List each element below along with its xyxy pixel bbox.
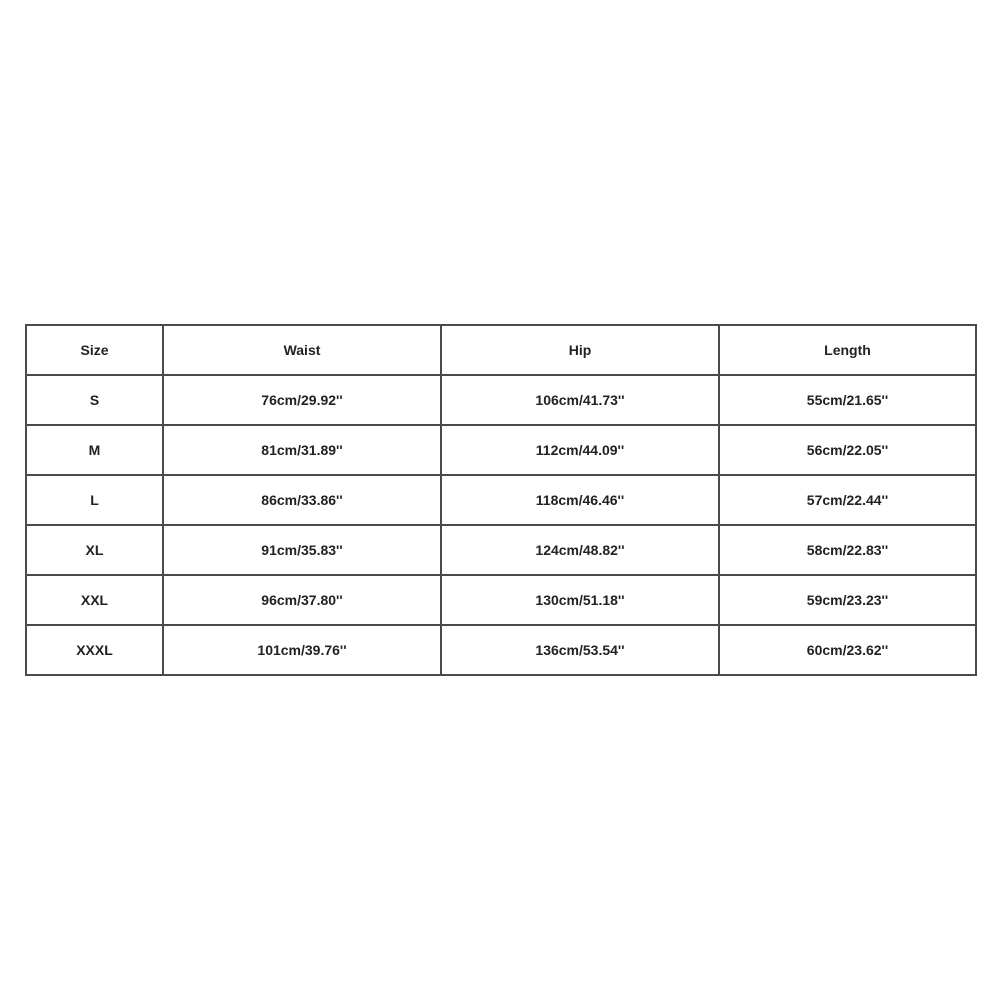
table-header-row: [26, 325, 976, 375]
length-cell: 57cm/22.44'': [719, 475, 976, 525]
header-hip: Hip: [441, 325, 719, 375]
size-cell: L: [26, 475, 163, 525]
size-cell: S: [26, 375, 163, 425]
length-cell: 60cm/23.62'': [719, 625, 976, 675]
table-row: [26, 425, 976, 475]
length-cell: 56cm/22.05'': [719, 425, 976, 475]
waist-cell: 96cm/37.80'': [163, 575, 441, 625]
header-waist: Waist: [163, 325, 441, 375]
hip-cell: 136cm/53.54'': [441, 625, 719, 675]
hip-cell: 118cm/46.46'': [441, 475, 719, 525]
hip-cell: 106cm/41.73'': [441, 375, 719, 425]
size-cell: XXL: [26, 575, 163, 625]
table-row: [26, 375, 976, 425]
table-row: [26, 625, 976, 675]
waist-cell: 91cm/35.83'': [163, 525, 441, 575]
size-chart-table: [25, 324, 977, 676]
waist-cell: 81cm/31.89'': [163, 425, 441, 475]
length-cell: 58cm/22.83'': [719, 525, 976, 575]
hip-cell: 112cm/44.09'': [441, 425, 719, 475]
waist-cell: 86cm/33.86'': [163, 475, 441, 525]
hip-cell: 130cm/51.18'': [441, 575, 719, 625]
size-cell: XXXL: [26, 625, 163, 675]
length-cell: 55cm/21.65'': [719, 375, 976, 425]
hip-cell: 124cm/48.82'': [441, 525, 719, 575]
size-cell: M: [26, 425, 163, 475]
waist-cell: 76cm/29.92'': [163, 375, 441, 425]
length-cell: 59cm/23.23'': [719, 575, 976, 625]
table-row: [26, 525, 976, 575]
size-cell: XL: [26, 525, 163, 575]
table-row: [26, 575, 976, 625]
waist-cell: 101cm/39.76'': [163, 625, 441, 675]
header-length: Length: [719, 325, 976, 375]
table-row: [26, 475, 976, 525]
header-size: Size: [26, 325, 163, 375]
